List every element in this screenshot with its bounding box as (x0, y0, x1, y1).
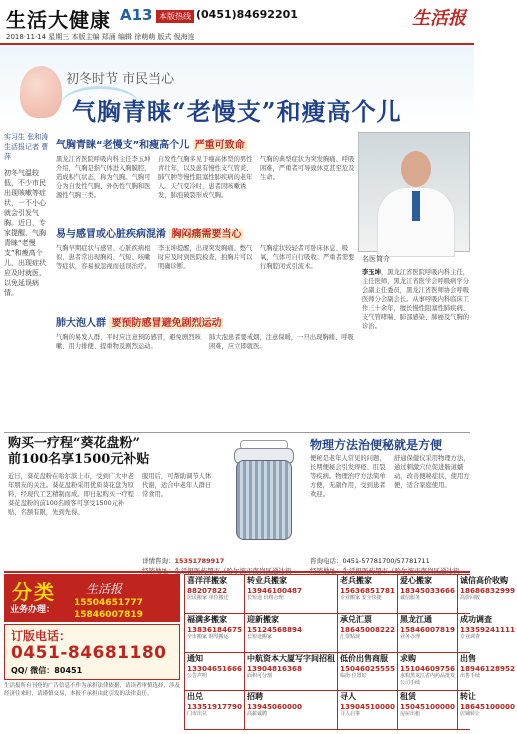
classified-title: 转让 (460, 692, 477, 702)
section-title: 生活大健康 (6, 8, 111, 32)
physio-ad-right: 舒通保健仪采用物理方法，通过刺激穴位促进肠道蠕动，改善便秘症状，使用方便，适合家庭使用。 (394, 455, 470, 489)
classified-title: 招聘 (247, 692, 264, 702)
classified-ad (338, 575, 397, 613)
classified-ad (338, 653, 397, 691)
classified-ad (185, 653, 244, 691)
classified-ad (245, 575, 337, 613)
lung-illustration-icon (20, 66, 62, 118)
subscribe-phone: 0451-84681180 (11, 643, 167, 663)
classified-ad (245, 691, 337, 729)
classified-ad (458, 614, 517, 652)
classified-ad (458, 653, 517, 691)
doctor-tie (412, 191, 420, 221)
classified-desc: 房屋出租 (400, 711, 421, 718)
paragraph: 气胸症状较轻者可卧床休息、吸氧，气体可自行吸收；严重者需要行胸腔闭式引流术。 (260, 245, 355, 270)
business-phone-2: 15846007819 (74, 610, 143, 620)
classified-phone: 13304651666 (187, 663, 243, 673)
classified-ad (185, 575, 244, 613)
classified-title: 租赁 (400, 692, 417, 702)
classified-ad (185, 691, 244, 729)
hero-banner (0, 46, 474, 128)
headline: 气胸青睐“老慢支”和瘦高个儿 (72, 97, 402, 126)
business-label: 业务办理： (10, 605, 56, 615)
page-number: A13 (120, 6, 153, 24)
classified-phone: 13836184675 (187, 624, 243, 634)
classified-title: 出售 (460, 653, 477, 663)
product-ad-title (8, 436, 149, 468)
subheading-3-text: 肺大泡人群 (56, 318, 106, 329)
classified-phone: 13351917790 (187, 702, 243, 712)
issue-meta: 2018·11·14 星期三 本版主编 郑涌 编辑 徐萌萌 版式 倪海连 (6, 33, 195, 41)
classified-ad (458, 691, 517, 729)
classified-title: 转业兵搬家 (247, 576, 288, 585)
photo-caption: 名医简介 (362, 255, 390, 263)
classified-phone: 13946100487 (247, 586, 303, 595)
classified-ad (245, 653, 337, 691)
doctor-bio (362, 268, 470, 430)
classified-ad (245, 614, 337, 652)
qq-wechat: QQ/ 微信：80451 (11, 666, 83, 675)
subheading-1-text: 气胸青睐“老慢支”和瘦高个儿 (56, 140, 190, 151)
subheading-2-text: 易与感冒或心脏疾病混淆 (56, 229, 166, 240)
classified-title: 中航资本大厦写字间招租 (247, 653, 336, 663)
classified-desc: 出售手续 (460, 672, 481, 679)
classified-phone: 15636851781 (340, 586, 396, 595)
classified-phone: 13904816368 (247, 663, 303, 673)
product-image (226, 438, 302, 550)
classified-phone: 18686832999 (460, 586, 516, 595)
classified-ad (338, 614, 397, 652)
hero-kicker: 初冬时节 市民当心 (66, 72, 175, 87)
classified-title: 出兑 (187, 692, 203, 702)
classified-desc: 临街 位置好 (340, 672, 367, 679)
paragraph: 肺大泡患者要戒烟，注意保暖，一旦出现胸痛、呼吸困难，应立即就医。 (209, 334, 354, 350)
subscribe-box (4, 624, 180, 680)
doctor-photo (358, 132, 470, 252)
product-hotline: 15351789917 (174, 557, 225, 565)
classifieds-grid (184, 574, 516, 730)
classified-desc: 面积可分割 (247, 672, 273, 679)
product-ad-title-line2: 前100名享1500元补贴 (8, 452, 150, 467)
lead-paragraph: 初冬气温较低，不少市民出现咳嗽等症状，一不小心就会引发气胸。近日，专家提醒，气胸青睐“老慢支”和瘦高个儿，出现症状应及时就医，以免延误病情。 (4, 169, 46, 297)
classified-desc: 居民搬家 单位搬迁 (187, 595, 229, 601)
classified-phone: 15124568894 (247, 624, 303, 634)
classified-phone: 13904510000 (340, 702, 396, 712)
classified-phone: 18946128952 (460, 663, 516, 673)
classified-ad (398, 614, 457, 652)
paragraph: 黑龙江省医院呼吸内科主任李玉坤介绍，气胸是指气体进入胸膜腔，造成积气状态，称为气胸。气胸可分为自发性气胸、外伤性气胸和医源性气胸三类。 (56, 156, 151, 199)
section-2-columns (56, 244, 356, 310)
section-3-columns (56, 333, 356, 417)
subheading-1-highlight: 严重可致命 (194, 140, 245, 151)
classified-title: 求购 (400, 653, 417, 663)
classified-phone: 13359241111 (460, 624, 516, 634)
product-ad-title-line1: 购买一疗程“葵花盘粉” (8, 436, 140, 451)
classified-desc: 店铺转让 (460, 711, 481, 718)
subheading-2 (56, 225, 356, 240)
classified-desc: 诚信服务 (400, 595, 421, 601)
classified-phone: 18645100000 (460, 702, 516, 712)
classified-ad (458, 575, 517, 613)
classified-ad (185, 614, 244, 652)
classified-title: 福满多搬家 (187, 614, 227, 624)
product-hotline-label: 详情咨询： (142, 557, 175, 565)
paragraph: 自发性气胸多见于瘦高体型的男性青壮年，以及患有慢性支气管炎、肺气肿等慢性阻塞性肺疾病的老年人。天气变冷时，患者因咳嗽诱发，肺泡破裂形成气胸。 (158, 156, 253, 199)
classified-desc: 寻人启事 (340, 711, 361, 718)
classified-ad (398, 575, 457, 613)
business-phone-1: 15504651777 (74, 598, 143, 608)
subheading-3-highlight: 要预防感冒避免剧烈运动 (111, 318, 222, 329)
classified-ad (398, 691, 457, 729)
doctor-head (401, 151, 431, 187)
classified-phone: 13945060000 (247, 702, 303, 712)
classified-title: 喜洋洋搬家 (187, 576, 227, 585)
physio-ad-title: 物理方法治便秘就是方便 (310, 438, 443, 452)
subheading-3 (56, 314, 356, 329)
paragraph: 李玉坤提醒，出现突发胸痛、憋气时应及时到医院检查，拍胸片可以明确诊断。 (158, 245, 253, 270)
classified-title: 低价出售商服 (340, 653, 389, 663)
physio-hotline: 咨询电话：0451-57781700/57781711 (310, 557, 430, 565)
classified-ad (338, 691, 397, 729)
subheading-1 (56, 136, 356, 151)
classified-title: 诚信高价收购 (460, 576, 509, 585)
classified-phone: 15045100000 (400, 702, 456, 712)
classified-title: 老兵搬家 (340, 576, 373, 585)
classified-desc: 长短途 价格合理 (247, 595, 284, 601)
classified-ad (398, 653, 457, 691)
hotline-number: (0451)84692201 (196, 8, 298, 21)
lead-column (4, 132, 52, 428)
classified-desc: 公告声明 (187, 672, 208, 679)
classified-desc: 求购黑龙江省内药品批发公司手续 (400, 672, 456, 686)
subscribe-label: 订版电话： (11, 629, 72, 643)
hotline-label: 本版热线 (156, 10, 194, 23)
classified-title: 通知 (187, 653, 203, 663)
paragraph: 气胸早期症状与感冒、心脏疾病相似，患者常出现胸闷、气短、咳嗽等症状，容易被忽视而延误治疗。 (56, 245, 151, 270)
byline: 实习生 张和涛 生活报记者 曹萍 (4, 133, 49, 161)
product-ad-body: 近日，葵花盘粉在哈尔滨上市，受到广大中老年朋友的关注。葵花盘粉采用优质葵花盘为原料，经现代工艺精制而成。即日起购买一疗程葵花盘粉的前100名顾客可享受1500元补贴，名额有限，先到先得。 (8, 473, 134, 516)
classified-phone: 18345033666 (400, 586, 456, 595)
product-body (236, 460, 292, 540)
classified-desc: 汇票贴现 (340, 633, 361, 640)
classifieds-brand: 分类 (12, 580, 56, 604)
header-divider (0, 43, 474, 45)
classified-phone: 88207822 (187, 586, 228, 595)
classified-title: 迎新搬家 (247, 614, 280, 624)
page-header (0, 0, 474, 44)
section-1-columns (56, 155, 356, 221)
classified-desc: 全市搬家 钢琴搬运 (187, 633, 229, 640)
classifieds-header (4, 574, 180, 622)
doctor-bio-text: ，黑龙江省医院呼吸内科主任，主任医师，黑龙江省医学会呼吸病学分会副主任委员，黑龙江省医师协会呼吸医师分会副会长。从事呼吸内科临床工作三十余年，擅长慢性阻塞性肺疾病、支气管哮喘、肺部感染、肺癌及气胸的诊治。 (362, 269, 470, 330)
classified-title: 寻人 (340, 692, 357, 702)
doctor-name: 李玉坤 (362, 269, 381, 276)
classified-desc: 高薪诚聘 (247, 711, 268, 718)
classified-title: 黑龙江通 (400, 614, 433, 624)
classified-phone: 15846007819 (400, 624, 456, 634)
newspaper-logo: 生活报 (412, 8, 466, 29)
classified-desc: 高价回收 (460, 595, 481, 601)
classified-title: 成功调查 (460, 614, 493, 624)
subheading-2-highlight: 胸闷痛需要当心 (171, 229, 242, 240)
paragraph: 气胸的易发人群，平时应注意预防感冒，避免剧烈咳嗽、用力排便、提重物及剧烈运动。 (56, 334, 201, 350)
classified-desc: 专业调查 (460, 633, 481, 640)
classifieds-disclaimer: 生活报所有刊登的广告信息不作为承担法律依据，请读者审慎选择，涉及经济往来时，请谨慎交易，本报不承担由此引发的法律责任。 (4, 683, 181, 697)
classified-desc: 专业搬家 安全快捷 (340, 595, 382, 601)
classified-desc: 长短途搬家 (247, 633, 273, 640)
classified-phone: 18645008222 (340, 624, 396, 634)
classified-phone: 15046025555 (340, 663, 396, 673)
section-divider (4, 432, 470, 433)
paragraph: 气胸的典型症状为突发胸痛、呼吸困难，严重者可导致休克甚至危及生命。 (260, 156, 355, 181)
classified-title: 承兑汇票 (340, 614, 373, 624)
product-ad-mid: 服用后，可帮助调节人体代谢，适合中老年人群日常食用。 (142, 473, 212, 498)
classified-title: 爱心搬家 (400, 576, 433, 585)
main-article (56, 132, 356, 432)
classifieds-brand-logo: 生活报 (86, 582, 123, 596)
physio-ad-left: 便秘是老年人常见的问题，长期便秘会引发痔疮、肛裂等疾病。物理治疗方法简单方便，无副作用，受到患者欢迎。 (310, 455, 386, 498)
classified-desc: 门市出兑 (187, 711, 208, 718)
classified-desc: 业务办理 (400, 633, 421, 640)
classified-phone: 15104609756 (400, 663, 456, 673)
classifieds-divider (4, 571, 470, 573)
